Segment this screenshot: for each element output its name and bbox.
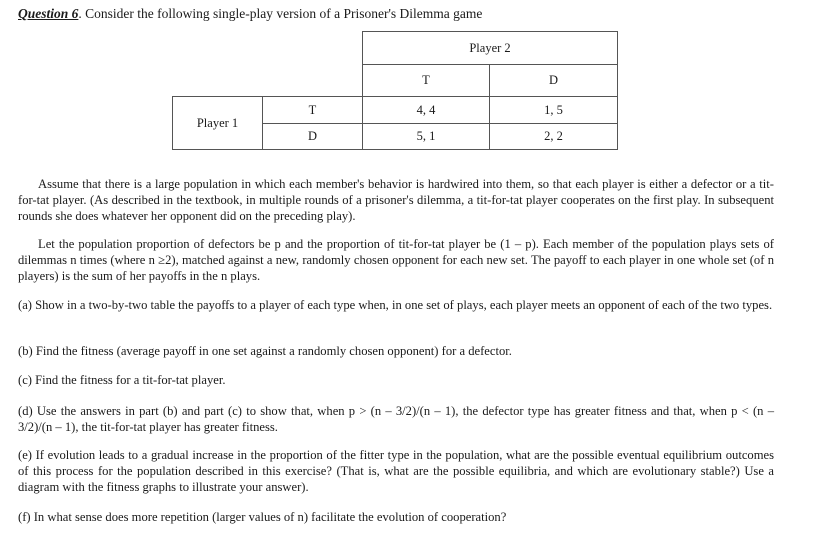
col-header-t: T (362, 64, 490, 97)
paragraph-population: Let the population proportion of defectors be p and the proportion of tit-for-tat player be (1 – p). Each member of the population plays sets of dilemmas n times (where n ≥2), matched against a new, randomly chosen opponent for each new set. The payoff to each player in one whole set (of n players) is the sum of her payoffs in the n plays. (18, 237, 774, 284)
question-prompt: . Consider the following single-play version of a Prisoner's Dilemma game (78, 6, 483, 21)
part-d: (d) Use the answers in part (b) and part (c) to show that, when p > (n – 3/2)/(n – 1), the defector type has greater fitness and that, when p < (n – 3/2)/(n – 1), the tit-for-tat player has greater fitness. (18, 404, 774, 435)
paragraph-assumption: Assume that there is a large population in which each member's behavior is hardwired into them, so that each player is either a defector or a tit-for-tat player. (As described in the textbook, in multiple rounds of a prisoner's dilemma, a tit-for-tat player cooperates on the first play. In subsequent rounds she does whatever her opponent did on the preceding play). (18, 177, 774, 224)
payoff-cell-td: 1, 5 (489, 96, 618, 124)
part-f: (f) In what sense does more repetition (larger values of n) facilitate the evolution of cooperation? (18, 510, 507, 524)
row-header-t: T (262, 96, 363, 124)
payoff-cell-dd: 2, 2 (489, 123, 618, 150)
row-header-d: D (262, 123, 363, 150)
col-header-d: D (489, 64, 618, 97)
question-title (18, 6, 482, 22)
part-a: (a) Show in a two-by-two table the payoffs to a player of each type when, in one set of plays, each player meets an opponent of each of the two types. (18, 298, 773, 312)
part-c: (c) Find the fitness for a tit-for-tat player. (18, 373, 226, 387)
player1-header: Player 1 (172, 96, 263, 150)
player2-header: Player 2 (362, 31, 618, 65)
payoff-cell-dt: 5, 1 (362, 123, 490, 150)
part-e: (e) If evolution leads to a gradual increase in the proportion of the fitter type in the population, what are the possible eventual equilibrium outcomes of this process for the population described in this exercise? (That is, what are the possible equilibria, and which are evolutionary stable?) Use a diagram with the fitness graphs to illustrate your answer). (18, 448, 774, 495)
payoff-cell-tt: 4, 4 (362, 96, 490, 124)
question-label: Question 6 (18, 6, 79, 21)
part-b: (b) Find the fitness (average payoff in one set against a randomly chosen opponent) for a defector. (18, 344, 512, 358)
